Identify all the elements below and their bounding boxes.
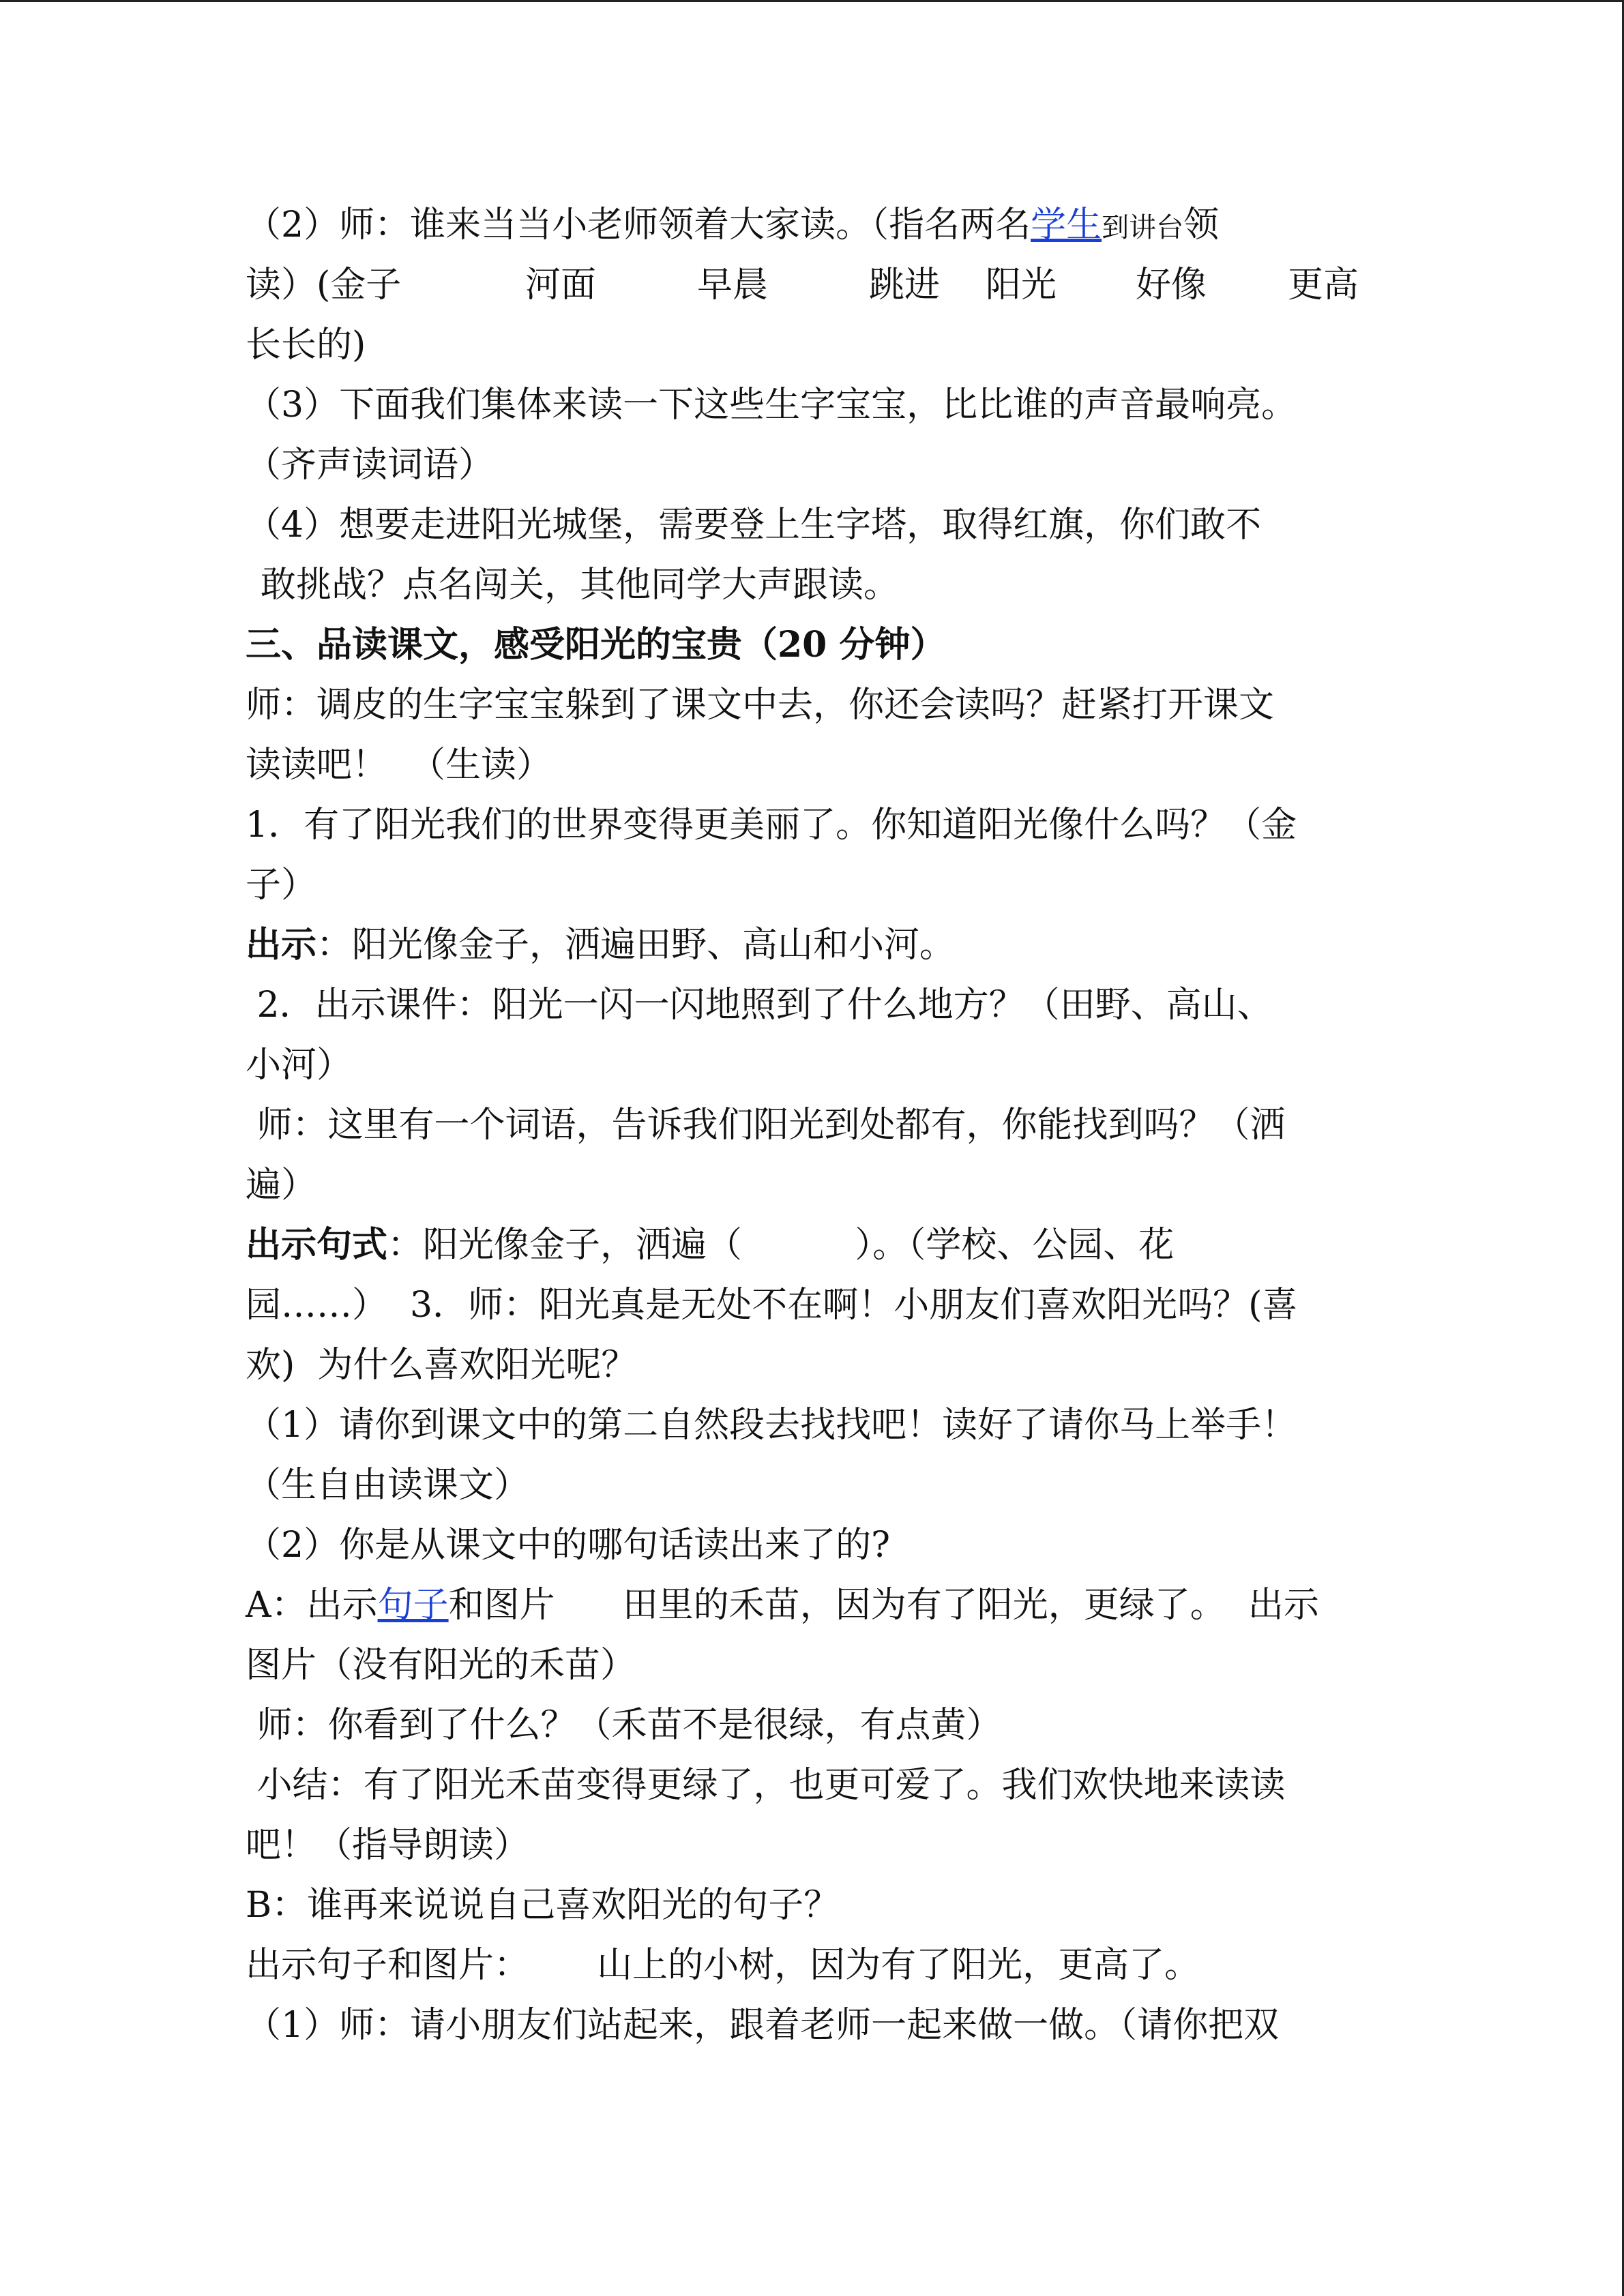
paragraph-line-29: B：谁再来说说自己喜欢阳光的句子？ — [246, 1885, 840, 1926]
word-list-row — [246, 265, 1378, 312]
paragraph-line-22: （生自由读课文） — [246, 1465, 530, 1506]
paragraph-line-13 — [246, 925, 955, 972]
page-top-border — [0, 0, 1624, 2]
paragraph-line-19: 园……） 3．师：阳光真是无处不在啊！小朋友们喜欢阳光吗？(喜 — [246, 1285, 1298, 1326]
paragraph-line-23: （2）你是从课文中的哪句话读出来了的? — [246, 1525, 890, 1566]
text-run-small: 到讲台 — [1102, 212, 1184, 243]
paragraph-line-24 — [246, 1585, 1319, 1632]
paragraph-line-11: 1．有了阳光我们的世界变得更美丽了。你知道阳光像什么吗？（金 — [246, 805, 1297, 846]
paragraph-line-1 — [246, 205, 1219, 252]
paragraph-line-16: 师：这里有一个词语，告诉我们阳光到处都有，你能找到吗？（洒 — [246, 1105, 1286, 1146]
word-item: 读）(金子 — [246, 265, 402, 305]
paragraph-line-25: 图片（没有阳光的禾苗） — [246, 1645, 636, 1686]
text-run: ：阳光像金子，洒遍田野、高山和小河。 — [316, 925, 956, 966]
word-item: 好像 — [1136, 265, 1207, 305]
paragraph-line-26: 师：你看到了什么？（禾苗不是很绿，有点黄） — [246, 1705, 1002, 1746]
text-run: （2）师：谁来当当小老师领着大家读。（指名两名 — [246, 205, 1031, 245]
paragraph-line-28: 吧！（指导朗读） — [246, 1825, 530, 1866]
word-item: 早晨 — [697, 265, 769, 305]
paragraph-line-21: （1）请你到课文中的第二自然段去找找吧！读好了请你马上举手！ — [246, 1405, 1297, 1446]
paragraph-line-3: 长长的) — [246, 325, 366, 366]
paragraph-line-7: 敢挑战？点名闯关，其他同学大声跟读。 — [261, 565, 900, 606]
paragraph-line-30: 出示句子和图片： 山上的小树，因为有了阳光，更高了。 — [246, 1945, 1200, 1986]
paragraph-line-20: 欢) 为什么喜欢阳光呢？ — [246, 1345, 637, 1386]
word-item: 跳进 — [869, 265, 941, 305]
paragraph-line-12: 子） — [246, 865, 317, 906]
paragraph-line-10: 读读吧！ （生读） — [246, 745, 552, 786]
bold-label: 出示句式 — [246, 1224, 388, 1266]
paragraph-line-15: 小河） — [246, 1045, 353, 1086]
paragraph-line-6: （4）想要走进阳光城堡，需要登上生字塔，取得红旗，你们敢不 — [246, 505, 1262, 546]
link-sentence[interactable]: 句子 — [377, 1585, 449, 1626]
word-item: 河面 — [525, 265, 597, 305]
word-item: 更高 — [1288, 265, 1359, 305]
section-heading: 三、品读课文，感受阳光的宝贵（20 分钟） — [246, 624, 946, 666]
link-student[interactable]: 学生 — [1031, 205, 1102, 245]
paragraph-line-31: （1）师：请小朋友们站起来，跟着老师一起来做一做。（请你把双 — [246, 2005, 1280, 2046]
paragraph-line-14: 2．出示课件：阳光一闪一闪地照到了什么地方？（田野、高山、 — [246, 985, 1273, 1026]
text-run: 领 — [1183, 205, 1220, 245]
word-item: 阳光 — [986, 265, 1057, 305]
paragraph-line-9: 师：调皮的生字宝宝躲到了课文中去，你还会读吗？赶紧打开课文 — [246, 685, 1275, 726]
text-run: 和图片 田里的禾苗，因为有了阳光，更绿了。 出示 — [448, 1585, 1319, 1626]
paragraph-line-5: （齐声读词语） — [246, 445, 494, 486]
paragraph-line-4: （3）下面我们集体来读一下这些生字宝宝，比比谁的声音最响亮。 — [246, 385, 1297, 426]
paragraph-line-27: 小结：有了阳光禾苗变得更绿了，也更可爱了。我们欢快地来读读 — [246, 1765, 1286, 1806]
paragraph-line-17: 遍） — [246, 1165, 317, 1206]
text-run: ：阳光像金子，洒遍（ ）。（学校、公园、花 — [387, 1225, 1175, 1266]
paragraph-line-18 — [246, 1225, 1174, 1272]
text-run: A：出示 — [246, 1585, 378, 1626]
bold-label: 出示 — [246, 924, 317, 966]
